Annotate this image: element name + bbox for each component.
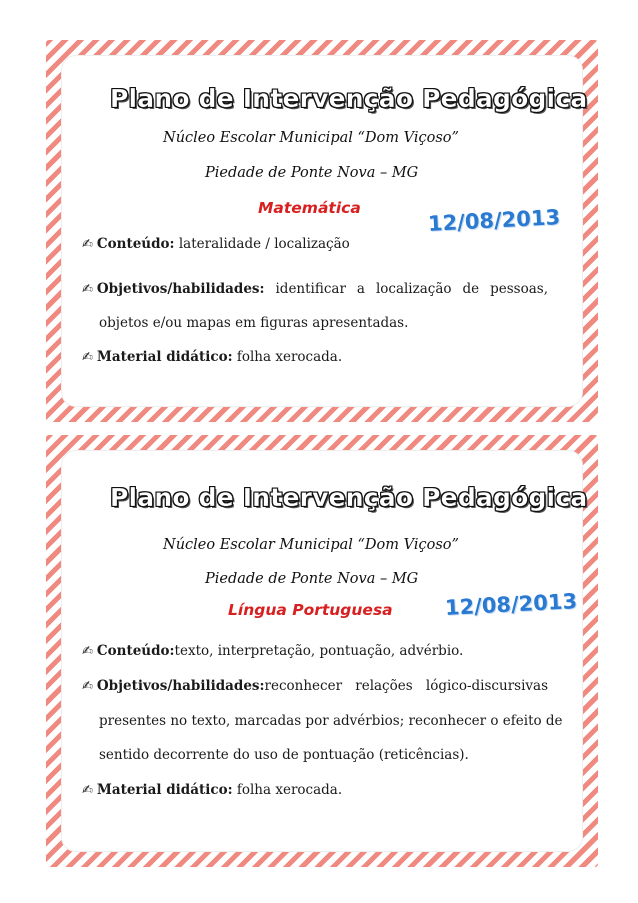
card-title: Plano de Intervenção Pedagógica: [110, 483, 588, 512]
school-name: Núcleo Escolar Municipal “Dom Viçoso”: [163, 130, 459, 146]
objectives-label: Objetivos/habilidades:: [96, 678, 265, 694]
lesson-date: 12/08/2013: [427, 205, 561, 236]
school-location: Piedade de Ponte Nova – MG: [205, 165, 419, 181]
pencil-icon: ✍: [82, 350, 93, 365]
material-label: Material didático:: [96, 349, 233, 365]
pencil-icon: ✍: [82, 237, 93, 252]
material-line: [82, 782, 342, 798]
lesson-date: 12/08/2013: [444, 589, 578, 620]
school-name: Núcleo Escolar Municipal “Dom Viçoso”: [163, 537, 459, 553]
content-label: Conteúdo:: [96, 643, 175, 659]
objectives-line-2: presentes no texto, marcadas por advérbios; reconhecer o efeito de: [99, 713, 563, 729]
pencil-icon: ✍: [82, 679, 93, 694]
objectives-word: identificar: [275, 281, 346, 297]
objectives-line-1: [82, 678, 548, 694]
school-location: Piedade de Ponte Nova – MG: [205, 571, 419, 587]
objectives-word: pessoas,: [490, 281, 548, 297]
subject-title: Língua Portuguesa: [228, 601, 393, 619]
content-text: lateralidade / localização: [174, 236, 350, 252]
objectives-word: relações: [355, 678, 413, 694]
objectives-word: reconhecer: [264, 678, 343, 694]
content-line: [82, 643, 463, 659]
card-title: Plano de Intervenção Pedagógica: [110, 84, 588, 113]
subject-title: Matemática: [258, 199, 361, 217]
content-line: [82, 236, 350, 252]
material-label: Material didático:: [96, 782, 233, 798]
objectives-word: lógico-discursivas: [425, 678, 548, 694]
objectives-word: de: [462, 281, 480, 297]
objectives-line-1: [82, 281, 548, 297]
objectives-label: Objetivos/habilidades:: [96, 281, 265, 297]
material-text: folha xerocada.: [232, 349, 343, 365]
content-label: Conteúdo:: [96, 236, 175, 252]
objectives-line-2: objetos e/ou mapas em figuras apresentadas.: [99, 315, 409, 331]
objectives-word: a: [356, 281, 365, 297]
pencil-icon: ✍: [82, 282, 93, 297]
pencil-icon: ✍: [82, 644, 93, 659]
material-line: [82, 349, 342, 365]
objectives-line-3: sentido decorrente do uso de pontuação (reticências).: [99, 747, 469, 763]
objectives-word: localização: [375, 281, 452, 297]
content-text: texto, interpretação, pontuação, advérbio.: [174, 643, 464, 659]
material-text: folha xerocada.: [232, 782, 343, 798]
pencil-icon: ✍: [82, 783, 93, 798]
